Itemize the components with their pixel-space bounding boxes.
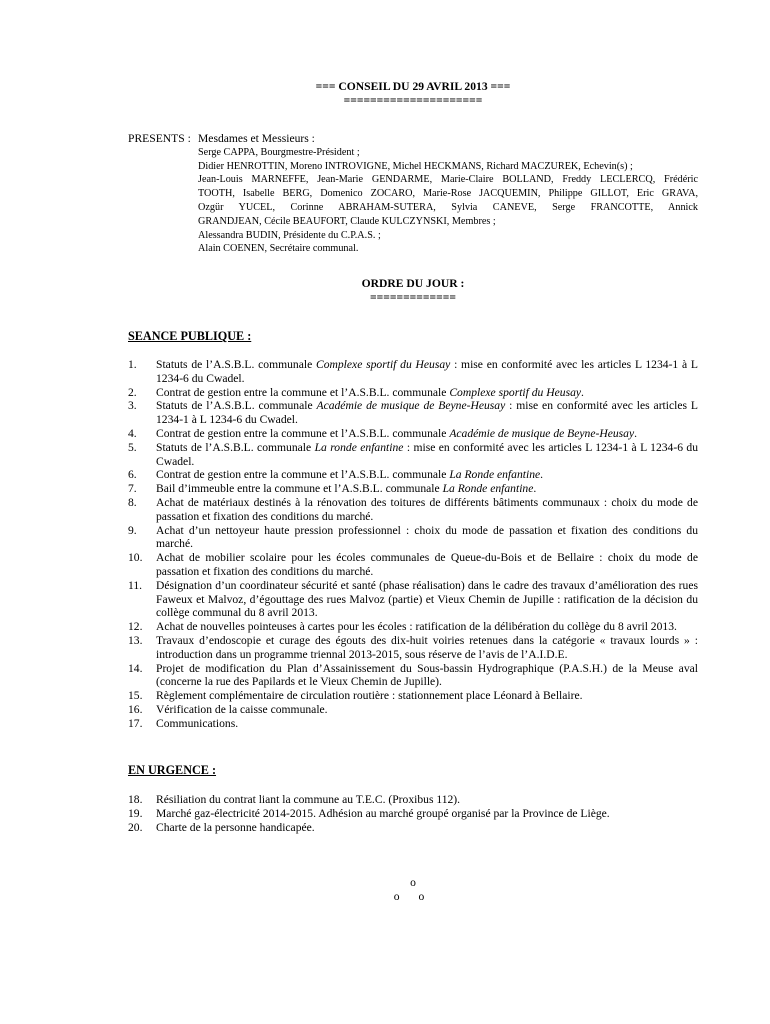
agenda-item: [128, 821, 698, 835]
agenda-item-number: 6.: [128, 468, 137, 482]
agenda-item-text: Contrat de gestion entre la commune et l’A.S.B.L. communale Académie de musique de Beyne-Heusay.: [156, 426, 638, 440]
agenda-item-number: 10.: [128, 551, 143, 565]
presents-line: Didier HENROTTIN, Moreno INTROVIGNE, Michel HECKMANS, Richard MACZUREK, Echevin(s) ;: [198, 160, 633, 172]
agenda-item-text: Bail d’immeuble entre la commune et l’A.S.B.L. communale La Ronde enfantine.: [156, 482, 537, 496]
agenda-item-number: 5.: [128, 440, 137, 454]
public-session-list: [128, 358, 698, 731]
agenda-title: ORDRE DU JOUR :: [361, 277, 465, 290]
agenda-item: [128, 358, 698, 386]
presents-line: Mesdames et Messieurs :: [198, 132, 315, 145]
agenda-item-number: 12.: [128, 620, 143, 634]
agenda-item-text: Statuts de l’A.S.B.L. communale La ronde enfantine : mise en conformité avec les articles L 1234-1 à L 1234-6 du Cwadel.: [156, 440, 699, 468]
council-title: === CONSEIL DU 29 AVRIL 2013 ===: [315, 80, 511, 93]
agenda-item-text: Achat de mobilier scolaire pour les écoles communales de Queue-du-Bois et de Bellaire : choix du mode de passation et fixation des conditions du marché.: [156, 551, 698, 578]
agenda-item-text: Achat de nouvelles pointeuses à cartes pour les écoles : ratification de la délibération du collège du 8 avril 2013.: [156, 620, 677, 634]
agenda-item-number: 2.: [128, 385, 137, 399]
ornament-top: o: [410, 876, 416, 889]
agenda-item-text: Charte de la personne handicapée.: [156, 820, 315, 834]
agenda-item: [128, 468, 698, 482]
agenda-item: [128, 496, 698, 524]
agenda-item-text: Vérification de la caisse communale.: [156, 702, 328, 716]
agenda-item: [128, 717, 698, 731]
agenda-item-text: Achat d’un nettoyeur haute pression professionnel : choix du mode de passation et fixation des conditions du marché.: [156, 523, 698, 551]
agenda-item-number: 17.: [128, 716, 143, 730]
agenda-item-text: Marché gaz-électricité 2014-2015. Adhésion au marché groupé organisé par la Province de Liège.: [156, 806, 610, 820]
presents-line: GRANDJEAN, Cécile BEAUFORT, Claude KULCZYNSKI, Membres ;: [198, 215, 496, 227]
agenda-item: [128, 524, 698, 552]
agenda-item-number: 14.: [128, 661, 143, 675]
agenda-item-number: 9.: [128, 523, 137, 537]
agenda-item: [128, 620, 698, 634]
agenda-item-number: 19.: [128, 806, 143, 820]
agenda-item-text: Résiliation du contrat liant la commune au T.E.C. (Proxibus 112).: [156, 793, 461, 806]
agenda-item-number: 13.: [128, 633, 143, 647]
agenda-item-text: Travaux d’endoscopie et curage des égouts des dix-huit voiries retenues dans la catégorie « travaux lourds » : introduction dans un programme triennal 2013-2015, sous réserve de l’avis de l’A.I.D.E.: [156, 633, 698, 661]
agenda-item: [128, 634, 698, 662]
agenda-item-number: 16.: [128, 702, 143, 716]
agenda-item-number: 20.: [128, 820, 143, 834]
presents-list: [198, 132, 698, 256]
agenda-item: [128, 427, 698, 441]
presents-line: TOOTH, Isabelle BERG, Domenico ZOCARO, Marie-Rose JACQUEMIN, Philippe GILLOT, Eric GRAVA,: [198, 188, 698, 200]
agenda-item: [128, 703, 698, 717]
agenda-item-text: Achat de matériaux destinés à la rénovation des toitures de différents bâtiments communaux : choix du mode de passation et fixation des conditions du marché.: [156, 495, 698, 523]
agenda-item-number: 7.: [128, 482, 137, 496]
agenda-item-text: Statuts de l’A.S.B.L. communale Complexe sportif du Heusay : mise en conformité avec les articles L 1234-1 à L 1234-6 du Cwadel.: [156, 358, 698, 385]
ornament-bottom: o o: [393, 890, 433, 903]
urgent-heading: EN URGENCE :: [128, 763, 217, 777]
agenda-item: [128, 579, 698, 620]
agenda-item: [128, 441, 698, 469]
agenda-item: [128, 807, 698, 821]
agenda-item: [128, 793, 698, 807]
agenda-item: [128, 551, 698, 579]
agenda-item-number: 3.: [128, 399, 137, 413]
agenda-item-text: Désignation d’un coordinateur sécurité et santé (phase réalisation) dans le cadre des travaux d’amélioration des rues Faweux et Malvoz, d’égouttage des rues Malvoz (partie) et Vieux Chemin de Jupille : ratification de la décision du collège communal du 8 avril 2013.: [156, 578, 698, 620]
presents-line: Ozgür YUCEL, Corinne ABRAHAM-SUTERA, Sylvia CANEVE, Serge FRANCOTTE, Annick: [198, 201, 698, 213]
agenda-item-text: Projet de modification du Plan d’Assainissement du Sous-bassin Hydrographique (P.A.S.H.) de la Meuse aval (concerne la rue des Papilards et le Vieux Chemin de Jupille).: [156, 661, 698, 689]
agenda-item-text: Contrat de gestion entre la commune et l’A.S.B.L. communale Complexe sportif du Heusay.: [156, 385, 584, 399]
council-title-rule: =====================: [343, 94, 483, 107]
presents-line: Alain COENEN, Secrétaire communal.: [198, 243, 359, 255]
agenda-item-text: Règlement complémentaire de circulation routière : stationnement place Léonard à Bellaire.: [156, 689, 583, 703]
agenda-item-number: 15.: [128, 689, 143, 703]
agenda-item: [128, 386, 698, 400]
agenda-item-text: Communications.: [156, 716, 239, 730]
agenda-item: [128, 662, 698, 690]
agenda-item: [128, 482, 698, 496]
public-session-heading: SEANCE PUBLIQUE :: [128, 329, 252, 343]
agenda-item-number: 4.: [128, 426, 137, 440]
presents-line: Alessandra BUDIN, Présidente du C.P.A.S. ;: [198, 229, 381, 241]
agenda-item-text: Statuts de l’A.S.B.L. communale Académie de musique de Beyne-Heusay : mise en conformité avec les articles L 1234-1 à L 1234-6 du Cwadel.: [156, 399, 698, 427]
agenda-item-number: 8.: [128, 495, 137, 509]
presents-line: Jean-Louis MARNEFFE, Jean-Marie GENDARME, Marie-Claire BOLLAND, Freddy LECLERCQ, Frédéric: [198, 174, 698, 186]
agenda-item-number: 18.: [128, 793, 143, 806]
agenda-item-number: 11.: [128, 578, 143, 592]
presents-label: PRESENTS :: [128, 132, 191, 145]
agenda-title-rule: =============: [370, 291, 456, 304]
agenda-item-number: 1.: [128, 358, 137, 371]
presents-line: Serge CAPPA, Bourgmestre-Président ;: [198, 146, 360, 158]
agenda-item-text: Contrat de gestion entre la commune et l’A.S.B.L. communale La Ronde enfantine.: [156, 468, 544, 482]
agenda-item: [128, 399, 698, 427]
urgent-list: [128, 793, 698, 834]
agenda-item: [128, 689, 698, 703]
